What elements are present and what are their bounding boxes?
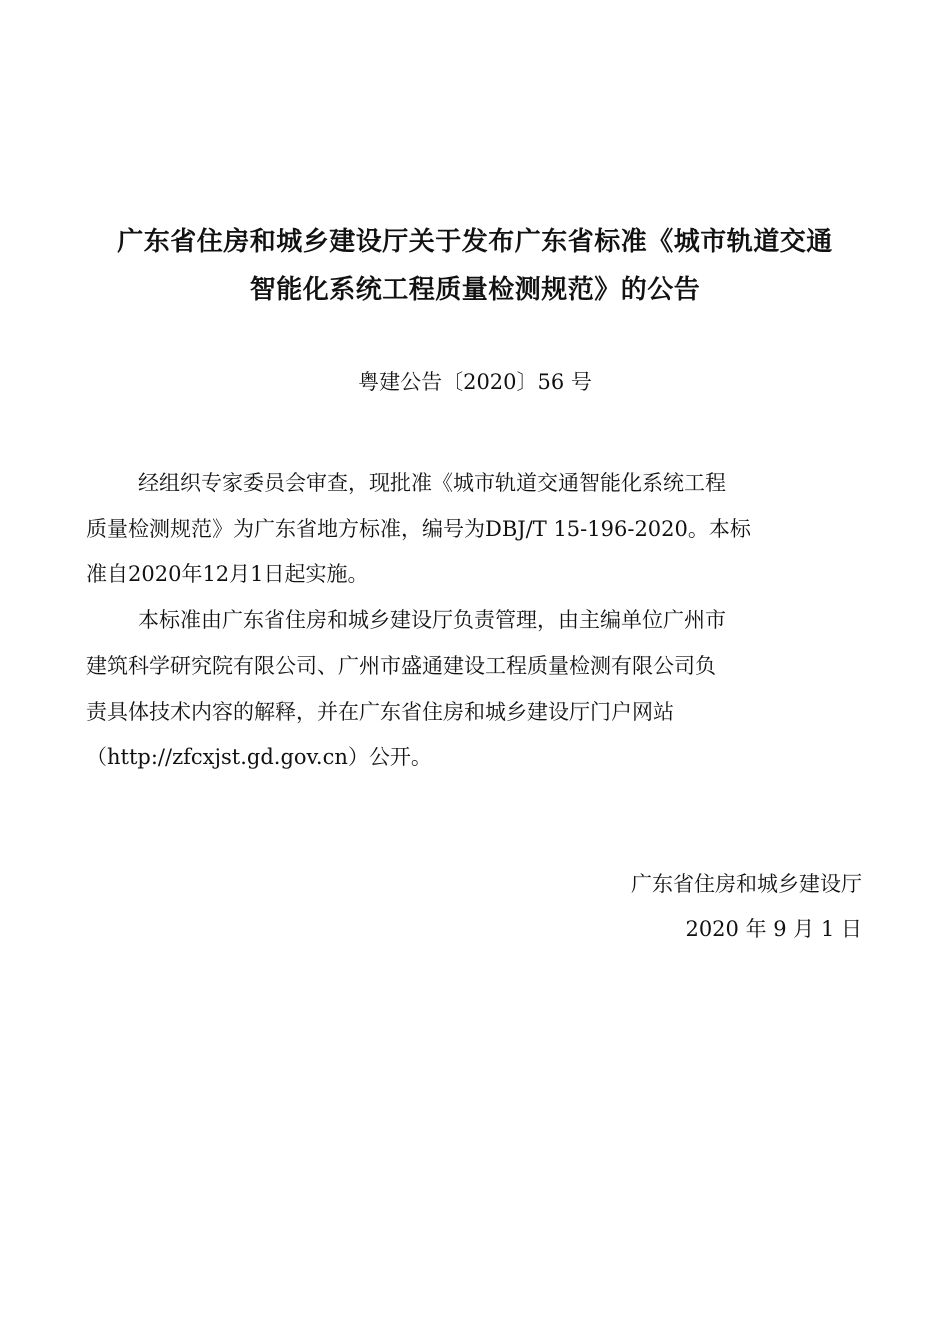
document-body [86, 461, 866, 781]
issue-date: 2020 年 9 月 1 日 [685, 917, 862, 941]
document-number: 粤建公告〔2020〕56 号 [358, 370, 592, 394]
paragraph-1-line-2: 质量检测规范》为广东省地方标准，编号为DBJ/T 15-196-2020。本标 [86, 516, 751, 541]
signature-block [631, 862, 862, 952]
paragraph-1-line-1: 经组织专家委员会审查，现批准《城市轨道交通智能化系统工程 [138, 471, 726, 495]
paragraph-2-line-4: （http://zfcxjst.gd.gov.cn）公开。 [86, 745, 432, 770]
paragraph-2-line-3: 责具体技术内容的解释，并在广东省住房和城乡建设厅门户网站 [86, 699, 674, 724]
title-line-1: 广东省住房和城乡建设厅关于发布广东省标准《城市轨道交通 [117, 227, 833, 257]
issuer-name: 广东省住房和城乡建设厅 [631, 872, 862, 896]
paragraph-2-line-2: 建筑科学研究院有限公司、广州市盛通建设工程质量检测有限公司负 [86, 653, 716, 678]
title-line-2: 智能化系统工程质量检测规范》的公告 [249, 275, 701, 305]
document-title [84, 218, 866, 314]
paragraph-1-line-3: 准自2020年12月1日起实施。 [86, 562, 369, 587]
paragraph-2-line-1: 本标准由广东省住房和城乡建设厅负责管理，由主编单位广州市 [138, 608, 726, 633]
